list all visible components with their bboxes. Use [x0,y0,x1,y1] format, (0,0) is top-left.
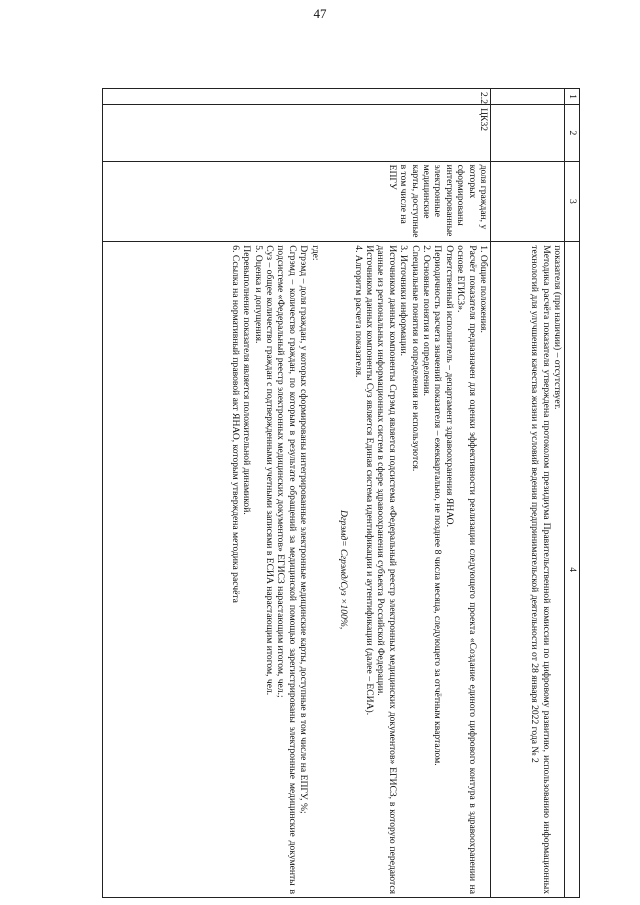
text-line: 1. Общие положения. [478,245,489,333]
formula: Dгрэмд= Сгрэмд/Суз ×100%, [338,509,350,630]
text-line: Периодичность расчета значений показателя – ежеквартально, не позднее 8 числа месяца, следующего за отчётным кварталом. [432,245,444,766]
text-line: Специальные понятия и определения не используются. [409,245,421,472]
text-line: Перевыполнение показателя является положительной динамикой. [241,245,253,515]
text-line: 2. Основные понятия и определения. [420,245,432,397]
indicator-table [102,88,580,898]
text-line: показателя (при наличии) – отсутствует. [552,245,563,410]
rotated-page-content [102,88,580,898]
row-code: ЦК32 [103,105,491,161]
header-col-4: 4 [565,242,580,898]
table-header-row [565,89,580,898]
row-number: 2.2 [103,89,491,105]
header-col-3: 3 [565,161,580,242]
continuation-cell [491,242,565,898]
header-col-1: 1 [565,89,580,105]
text-line: Сгрэмд – количество граждан, по которым в результате обращений за медицинской помощью зарегистрированы электронные медицинские документы в подсистеме «Федеральный реестр электронных медицинских документов» ЕГИСЗ нарастающим итогом, чел.; [275,245,298,894]
table-row [103,89,491,898]
text-line: Суз – общее количество граждан с подтвержденными учетными записями в ЕСИА нарастающим итогом, чел. [264,245,276,696]
continuation-row [491,89,565,898]
text-line: 6. Ссылка на нормативный правовой акт ЯНАО, которым утверждена методика расчёта [229,245,241,603]
text-line: 4. Алгоритм расчета показателя. [352,245,364,378]
header-col-2: 2 [565,105,580,161]
text-line: 3. Источники информации. [398,245,410,356]
text-line: 5. Оценка и допущения. [252,245,264,344]
text-line: Dгрэмд – доля граждан, у которых сформированы интегрированные электронные медицинские карты, доступные в том числе на ЕПГУ, %; [298,245,310,814]
text-line: Источником данных компоненты Сгрэмд является подсистема «Федеральный реестр электронных медицинских документов» ЕГИСЗ, в которую передаются данные из региональных информационных систем в сфере здравоохранения субъекта Российской Федерации. [375,245,398,894]
text-line: Расчёт показателя предназначен для оценки эффективности реализации следующего проекта «Создание единого цифрового контура в здравоохранении на основе ЕГИСЗ». [455,245,478,894]
text-line: Источником данных компоненты Суз является Единая система идентификации и аутентификации (далее – ЕСИА). [363,245,375,716]
row-indicator-name: доля граждан, у которых сформированы интегрированные электронные медицинские карты, доступные в том числе на ЕПГУ [103,161,491,242]
text-line: где: [309,245,321,261]
row-methodology [103,242,491,898]
text-line: Ответственный исполнитель – департамент здравоохранения ЯНАО. [443,245,455,527]
text-line: Методика расчёта показателя утверждена протоколом президиума Правительственной комиссии по цифровому развитию, использованию информационных технологий для улучшения качества жизни и условий ведения предпринимательской деятельности от 28 января 2022 года № 2 [529,245,552,894]
page-number: 47 [313,6,327,21]
